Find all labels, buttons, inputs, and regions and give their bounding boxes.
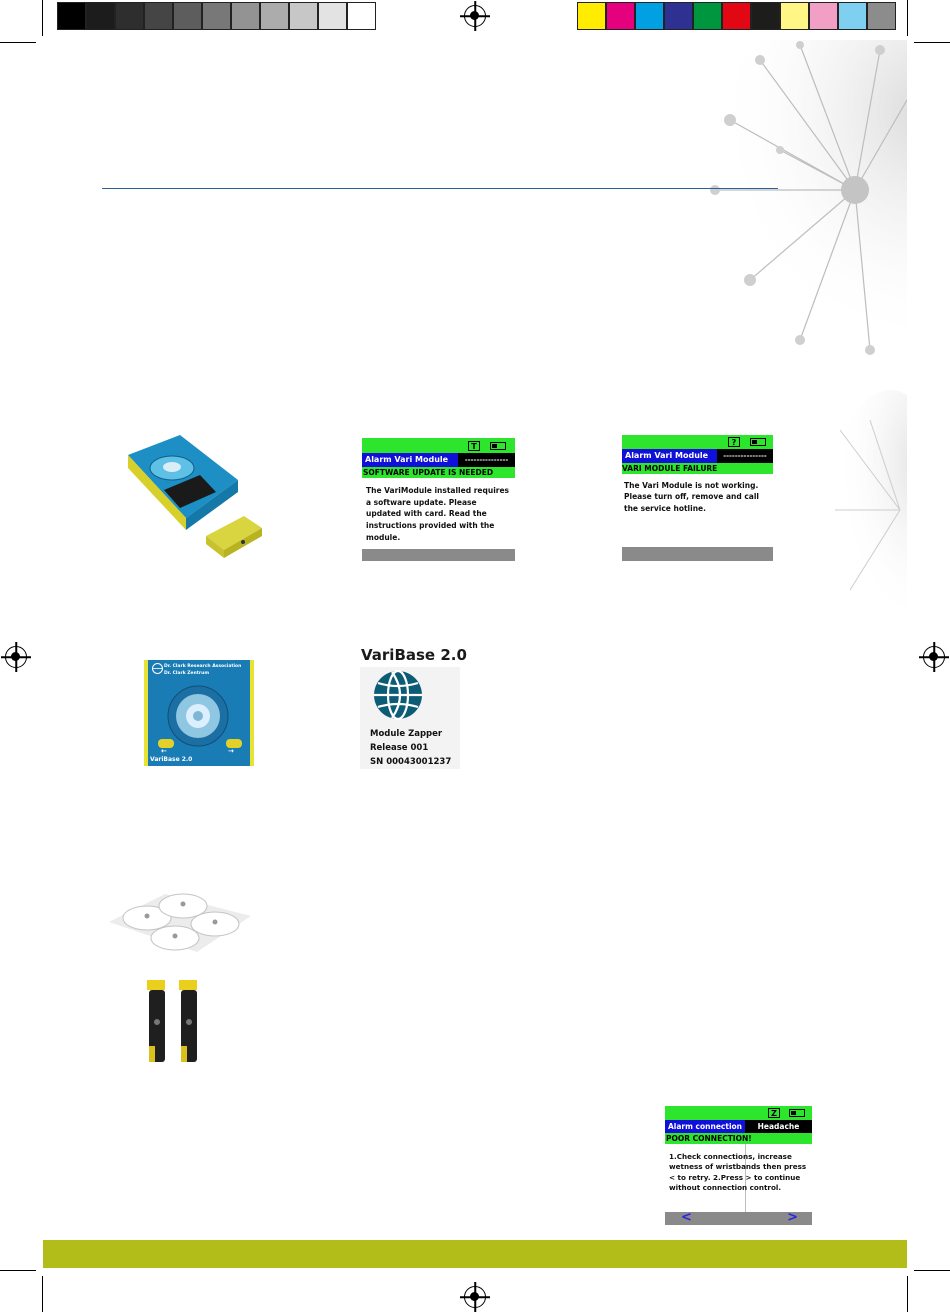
screen-bottom-bar bbox=[622, 547, 773, 561]
gray-swatch bbox=[115, 2, 144, 30]
alarm-status: VARI MODULE FAILURE bbox=[622, 463, 773, 474]
gray-swatch bbox=[57, 2, 86, 30]
alarm-screen-module-failure bbox=[622, 435, 773, 561]
gray-swatch bbox=[86, 2, 115, 30]
registration-mark-right bbox=[923, 646, 945, 668]
header-rule bbox=[102, 188, 778, 189]
wristbands-image bbox=[137, 978, 211, 1064]
left-arrow-label: ← bbox=[161, 747, 167, 755]
color-swatch bbox=[867, 2, 896, 30]
crop-mark bbox=[907, 0, 908, 36]
alarm-title: Alarm Vari Module bbox=[622, 449, 717, 463]
color-swatch bbox=[809, 2, 838, 30]
color-swatch bbox=[606, 2, 635, 30]
org-line-1: Dr. Clark Research Association bbox=[164, 664, 242, 669]
registration-mark-bottom bbox=[464, 1286, 486, 1308]
nav-right-button[interactable]: > bbox=[787, 1210, 798, 1225]
device-with-module-image bbox=[120, 430, 280, 565]
registration-mark-top bbox=[464, 5, 486, 27]
gray-swatch bbox=[260, 2, 289, 30]
alarm-screen-software-update bbox=[362, 438, 515, 561]
crop-mark bbox=[42, 1276, 43, 1312]
screen-bottom-bar bbox=[665, 1212, 812, 1225]
varibase-title: VariBase 2.0 bbox=[361, 646, 467, 664]
gray-swatch bbox=[173, 2, 202, 30]
alarm-value: --------------- bbox=[723, 452, 767, 460]
gray-swatch bbox=[318, 2, 347, 30]
org-line-2: Dr. Clark Zentrum bbox=[164, 671, 210, 676]
alarm-status: POOR CONNECTION! bbox=[665, 1133, 812, 1144]
alarm-message: The VariModule installed requires a software update. Please updated with card. Read the instructions provided with the module. bbox=[366, 486, 510, 542]
color-swatch bbox=[751, 2, 780, 30]
module-icon: Z bbox=[768, 1108, 780, 1118]
screen-top-bar bbox=[362, 438, 515, 453]
alarm-screen-poor-connection bbox=[665, 1106, 812, 1225]
gray-swatch bbox=[144, 2, 173, 30]
varibase-front-panel bbox=[144, 660, 254, 766]
color-swatch bbox=[577, 2, 606, 30]
module-icon: ? bbox=[728, 437, 740, 447]
screen-bottom-bar bbox=[362, 549, 515, 561]
screen-top-bar bbox=[665, 1106, 812, 1120]
gray-swatch bbox=[231, 2, 260, 30]
color-swatch bbox=[838, 2, 867, 30]
registration-mark-left bbox=[5, 646, 27, 668]
module-line: Module Zapper bbox=[370, 729, 443, 739]
color-swatch bbox=[693, 2, 722, 30]
color-swatch bbox=[722, 2, 751, 30]
crop-mark bbox=[914, 1270, 950, 1271]
screen-top-bar bbox=[622, 435, 773, 449]
alarm-value: --------------- bbox=[464, 456, 509, 464]
electrode-pads-image bbox=[105, 888, 255, 956]
screen-title-bar bbox=[665, 1120, 812, 1133]
gray-swatch bbox=[202, 2, 231, 30]
color-swatch bbox=[635, 2, 664, 30]
gray-swatch bbox=[347, 2, 376, 30]
gray-swatch bbox=[289, 2, 318, 30]
alarm-value: Headache bbox=[757, 1122, 800, 1131]
battery-icon bbox=[750, 438, 766, 446]
color-swatch bbox=[664, 2, 693, 30]
nav-left-button[interactable]: < bbox=[681, 1210, 692, 1225]
globe-logo-small bbox=[152, 663, 163, 674]
release-line: Release 001 bbox=[370, 743, 429, 753]
color-swatch bbox=[780, 2, 809, 30]
crop-mark bbox=[914, 42, 950, 43]
alarm-title: Alarm Vari Module bbox=[362, 453, 458, 467]
serial-number: SN 00043001237 bbox=[370, 757, 452, 767]
screen-title-bar bbox=[362, 453, 515, 467]
module-icon: T bbox=[468, 441, 480, 451]
device-label: VariBase 2.0 bbox=[150, 756, 193, 763]
alarm-title: Alarm connection bbox=[665, 1120, 745, 1133]
globe-logo bbox=[372, 669, 424, 721]
crop-mark bbox=[907, 1276, 908, 1312]
screen-title-bar bbox=[622, 449, 773, 463]
module-info bbox=[370, 727, 451, 769]
battery-icon bbox=[789, 1109, 805, 1117]
crop-mark bbox=[0, 42, 36, 43]
panel-yellow-edge bbox=[250, 660, 254, 766]
right-arrow-label: → bbox=[228, 747, 234, 755]
crop-mark bbox=[42, 0, 43, 36]
footer-band bbox=[43, 1240, 907, 1268]
battery-icon bbox=[490, 442, 506, 450]
panel-yellow-edge bbox=[144, 660, 148, 766]
alarm-status: SOFTWARE UPDATE IS NEEDED bbox=[362, 467, 515, 478]
crop-mark bbox=[0, 1270, 36, 1271]
alarm-message: The Vari Module is not working. Please turn off, remove and call the service hotline. bbox=[624, 481, 760, 513]
alarm-message: 1.Check connections, increase wetness of wristbands then press < to retry. 2.Press > to continue without connection control. bbox=[669, 1152, 807, 1193]
